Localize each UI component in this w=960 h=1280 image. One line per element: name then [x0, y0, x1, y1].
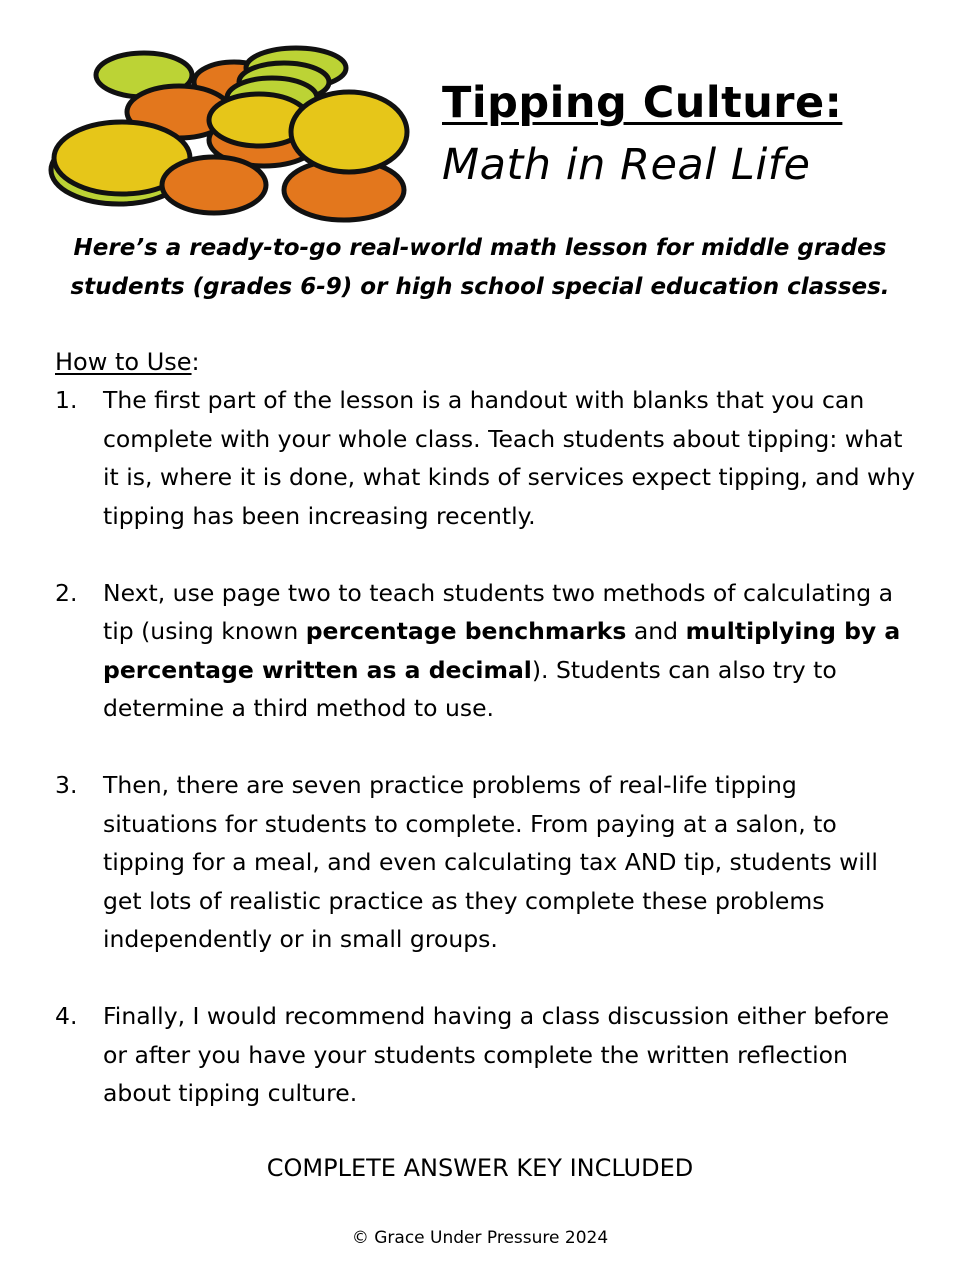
how-to-use-heading: [55, 343, 200, 381]
how-to-use-label: How to Use: [55, 348, 192, 376]
step-item: [55, 574, 915, 728]
step-number: 4.: [55, 1002, 78, 1030]
steps-list: [55, 381, 915, 1151]
copyright-notice: © Grace Under Pressure 2024: [351, 1228, 609, 1248]
coin-stack-icon: [44, 40, 414, 225]
bold-phrase: multiplying by a percentage written as a decimal: [103, 617, 901, 684]
answer-key-note: COMPLETE ANSWER KEY INCLUDED: [266, 1154, 694, 1182]
title-block: [442, 74, 842, 198]
step-number: 3.: [55, 771, 78, 799]
step-number: 1.: [55, 386, 78, 414]
bold-phrase: percentage benchmarks: [305, 617, 627, 645]
how-to-use-colon: :: [191, 348, 200, 376]
step-text-part: ). Students can also try to determine a third method to use.: [103, 655, 837, 722]
step-item: [55, 997, 915, 1113]
page-title: Tipping Culture:: [442, 78, 843, 128]
step-text: Then, there are seven practice problems of real-life tipping situations for students to complete. From paying at a salon, to tipping for a meal, and even calculating tax AND tip, students will get lots of realistic practice as they complete these problems independently or in small groups.: [103, 771, 878, 953]
step-text: The first part of the lesson is a handout with blanks that you can complete with your whole class. Teach students about tipping: what it is, where it is done, what kinds of services expect tipping, and why tipping has been increasing recently.: [103, 386, 915, 530]
step-text-part: Next, use page two to teach students two methods of calculating a tip (using known: [103, 578, 894, 645]
step-item: [55, 766, 915, 959]
intro-text: Here’s a ready-to-go real-world math lesson for middle grades students (grades 6-9) or high school special education classes.: [70, 235, 890, 300]
step-text: Finally, I would recommend having a class discussion either before or after you have your students complete the written reflection about tipping culture.: [103, 1002, 890, 1107]
step-item: [55, 381, 915, 535]
step-text-part: and: [626, 617, 686, 645]
page-subtitle: Math in Real Life: [442, 140, 811, 190]
step-number: 2.: [55, 578, 78, 607]
